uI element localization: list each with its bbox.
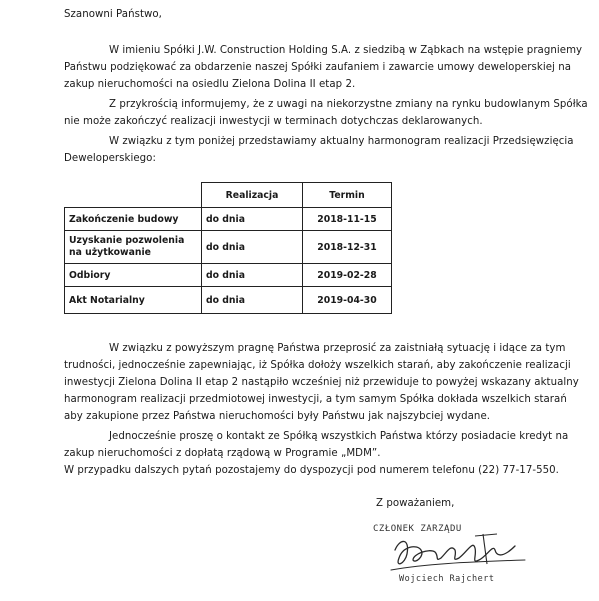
table-cell-realizacja: do dnia [202, 231, 303, 264]
table-cell-realizacja: do dnia [202, 264, 303, 287]
table-header-realizacja: Realizacja [202, 183, 303, 208]
table-row [65, 208, 392, 231]
p5-line-1: Jednocześnie proszę o kontakt ze Spółką wszystkich Państwa którzy posiadacie kredyt na [109, 431, 569, 442]
table-cell-termin: 2018-12-31 [303, 231, 392, 264]
table-row [65, 287, 392, 314]
table-cell-termin: 2018-11-15 [303, 208, 392, 231]
p4-line-4: harmonogram realizacji przedmiotowej inwestycji, a tym samym Spółka dokłada wszelkich starań [64, 394, 567, 405]
stamp-name: Wojciech Rajchert [399, 574, 495, 584]
p3-line-1: W związku z tym poniżej przedstawiamy aktualny harmonogram realizacji Przedsięwzięcia [109, 136, 574, 147]
stamp-title: CZŁONEK ZARZĄDU [373, 524, 462, 534]
p4-line-3: inwestycji Zielona Dolina II etap 2 nastąpiło wcześniej niż przewiduje to powyżej wskazany aktualny [64, 377, 579, 388]
table-cell-realizacja: do dnia [202, 208, 303, 231]
p2-line-1: Z przykrością informujemy, że z uwagi na niekorzystne zmiany na rynku budowlanym Spółka [109, 99, 588, 110]
table-row [65, 264, 392, 287]
p4-line-1: W związku z powyższym pragnę Państwa przeprosić za zaistniałą sytuację i idące za tym [109, 343, 566, 354]
table-row [65, 231, 392, 264]
table-cell-stage: Zakończenie budowy [65, 208, 202, 231]
p6-line: W przypadku dalszych pytań pozostajemy do dyspozycji pod numerem telefonu (22) 77-17-550. [64, 465, 559, 476]
closing: Z poważaniem, [376, 498, 455, 509]
p1-line-1: W imieniu Spółki J.W. Construction Holding S.A. z siedzibą w Ząbkach na wstępie pragniemy [109, 45, 583, 56]
salutation: Szanowni Państwo, [64, 9, 162, 20]
p2-line-2: nie może zakończyć realizacji inwestycji w terminach dotychczas deklarowanych. [64, 116, 483, 127]
p4-line-5: aby zakupione przez Państwa nieruchomości były Państwu jak najszybciej wydane. [64, 411, 491, 422]
table-cell-termin: 2019-04-30 [303, 287, 392, 314]
table-header-blank [65, 183, 202, 208]
p4-line-2: trudności, jednocześnie zapewniając, iż Spółka dołoży wszelkich starań, aby zakończenie realizacji [64, 360, 571, 371]
table-header-termin: Termin [303, 183, 392, 208]
signature-block [355, 520, 555, 590]
table-cell-stage: Akt Notarialny [65, 287, 202, 314]
table-cell-termin: 2019-02-28 [303, 264, 392, 287]
table-cell-realizacja: do dnia [202, 287, 303, 314]
p1-line-3: zakup nieruchomości na osiedlu Zielona Dolina II etap 2. [64, 79, 356, 90]
table-cell-stage: Odbiory [65, 264, 202, 287]
table-cell-stage: Uzyskanie pozwolenia na użytkowanie [65, 231, 202, 264]
p5-line-2: zakup nieruchomości z dopłatą rządową w Programie „MDM”. [64, 448, 381, 459]
schedule-table [64, 182, 392, 314]
p3-line-2: Deweloperskiego: [64, 153, 156, 164]
p1-line-2: Państwu podziękować za obdarzenie naszej Spółki zaufaniem i zawarcie umowy deweloperskiej na [64, 62, 571, 73]
